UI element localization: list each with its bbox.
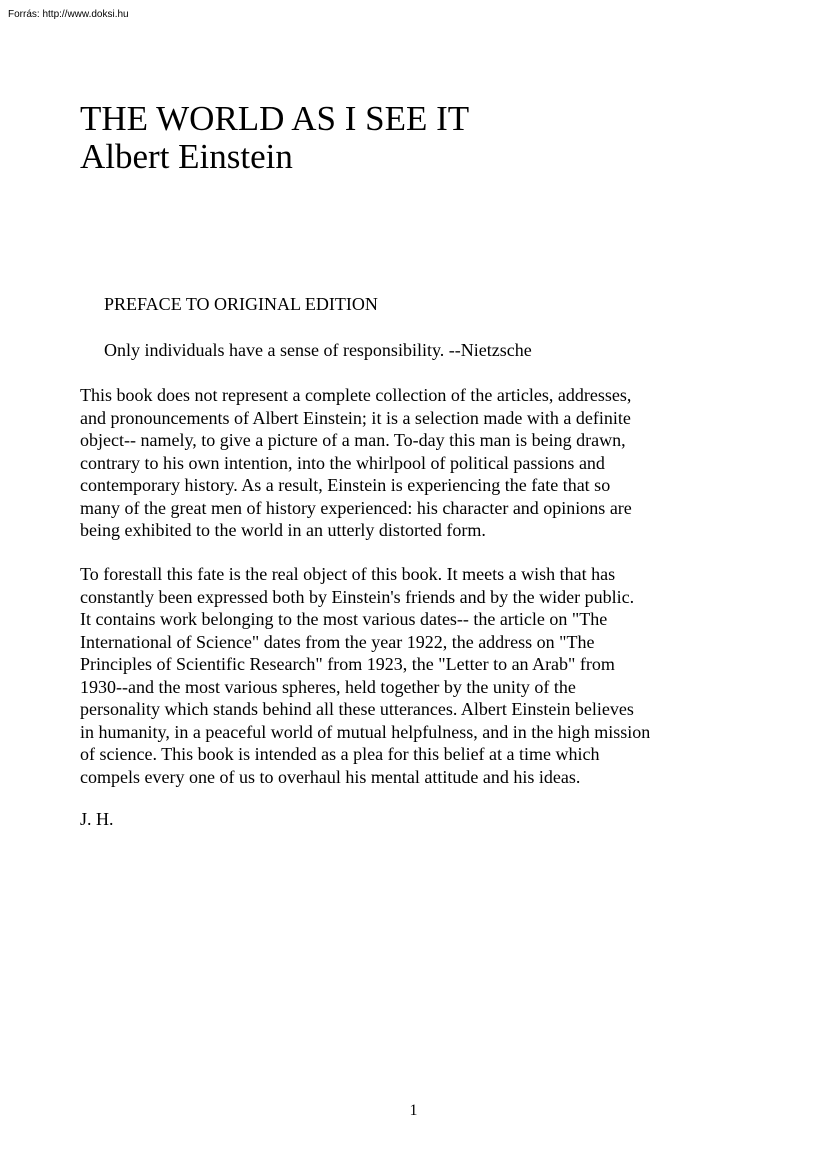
paragraph-line: in humanity, in a peaceful world of mutual helpfulness, and in the high mission (80, 721, 651, 742)
paragraph-line: object-- namely, to give a picture of a man. To-day this man is being drawn, (80, 430, 626, 450)
paragraph-line: compels every one of us to overhaul his mental attitude and his ideas. (80, 766, 581, 787)
paragraph-line: To forestall this fate is the real object of this book. It meets a wish that has (80, 564, 616, 584)
paragraph-line: many of the great men of history experienced: his character and opinions are (80, 497, 632, 518)
author-name: Albert Einstein (80, 137, 293, 176)
paragraph-line: Principles of Scientific Research" from 1923, the "Letter to an Arab" from (80, 654, 615, 674)
paragraph-line: contemporary history. As a result, Einstein is experiencing the fate that so (80, 475, 611, 495)
document-title (80, 100, 469, 176)
source-attribution: Forrás: http://www.doksi.hu (8, 9, 129, 20)
page-number: 1 (409, 1102, 418, 1119)
preface-heading: PREFACE TO ORIGINAL EDITION (104, 294, 378, 314)
paragraph-line: International of Science" dates from the year 1922, the address on "The (80, 631, 595, 652)
paragraph-line: 1930--and the most various spheres, held together by the unity of the (80, 676, 576, 697)
paragraph-line: and pronouncements of Albert Einstein; it is a selection made with a definite (80, 407, 631, 428)
paragraph-1 (80, 384, 632, 542)
paragraph-line: It contains work belonging to the most various dates-- the article on "The (80, 609, 608, 629)
book-title: THE WORLD AS I SEE IT (80, 99, 470, 138)
paragraph-line: This book does not represent a complete collection of the articles, addresses, (80, 385, 632, 405)
paragraph-line: of science. This book is intended as a plea for this belief at a time which (80, 744, 600, 764)
epigraph: Only individuals have a sense of responsibility. --Nietzsche (104, 340, 532, 360)
paragraph-line: being exhibited to the world in an utterly distorted form. (80, 520, 486, 540)
paragraph-line: constantly been expressed both by Einstein's friends and by the wider public. (80, 586, 635, 607)
paragraph-2 (80, 563, 650, 788)
paragraph-line: personality which stands behind all these utterances. Albert Einstein believes (80, 699, 634, 719)
paragraph-line: contrary to his own intention, into the whirlpool of political passions and (80, 452, 605, 473)
signature: J. H. (80, 809, 114, 829)
